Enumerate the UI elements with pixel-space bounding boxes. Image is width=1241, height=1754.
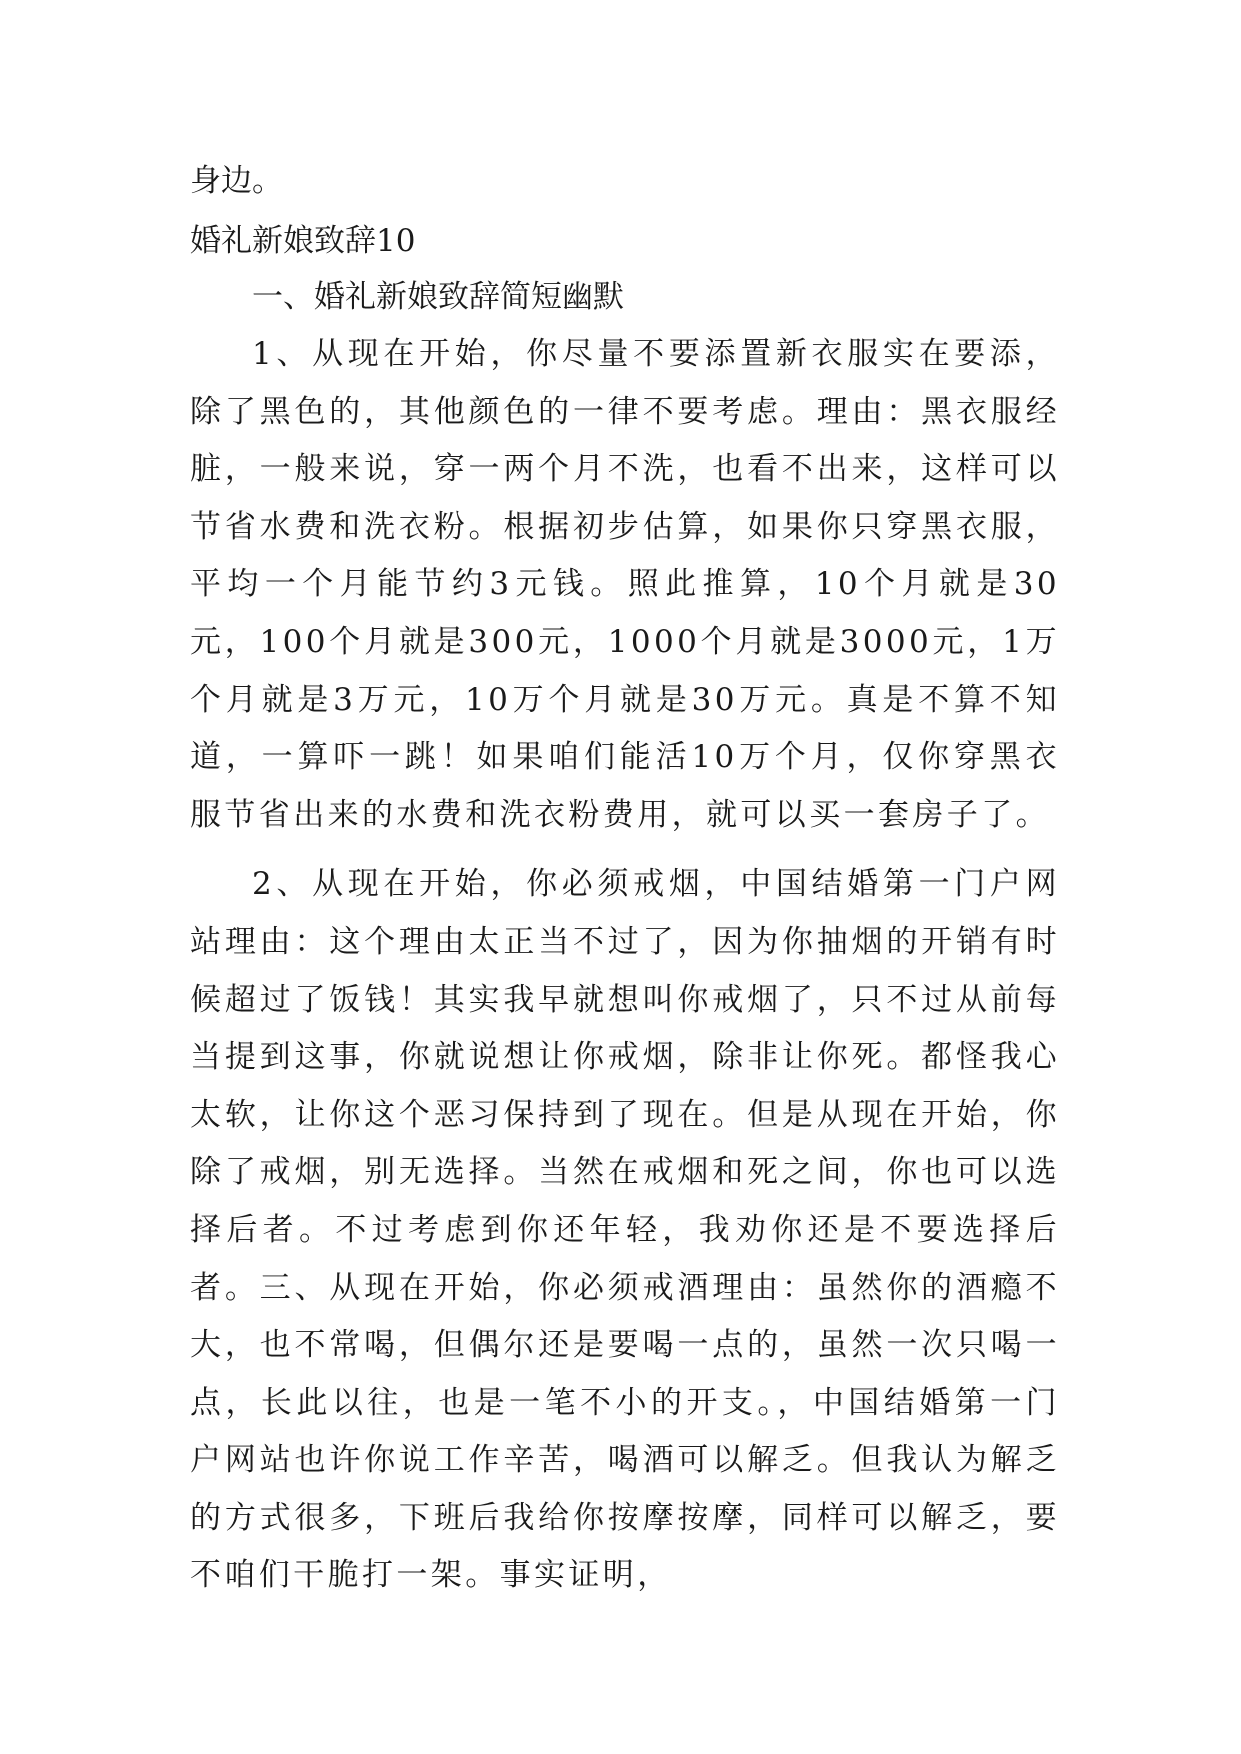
paragraph-2: 2、从现在开始，你必须戒烟，中国结婚第一门户网站理由：这个理由太正当不过了，因为你抽烟的开销有时候超过了饭钱！其实我早就想叫你戒烟了，只不过从前每当提到这事，你就说想让你戒烟，除非让你死。都怪我心太软，让你这个恶习保持到了现在。但是从现在开始，你除了戒烟，别无选择。当然在戒烟和死之间，你也可以选择后者。不过考虑到你还年轻，我劝你还是不要选择后者。三、从现在开始，你必须戒酒理由：虽然你的酒瘾不大，也不常喝，但偶尔还是要喝一点的，虽然一次只喝一点，长此以往，也是一笔不小的开支。，中国结婚第一门户网站也许你说工作辛苦，喝酒可以解乏。但我认为解乏的方式很多，下班后我给你按摩按摩，同样可以解乏，要不咱们干脆打一架。事实证明， [190,866,1060,1594]
continuation-text: 身边。 [190,163,283,199]
section-heading: 婚礼新娘致辞10 [190,223,416,259]
document-body [190,158,1060,1605]
section-subheading: 一、婚礼新娘致辞简短幽默 [252,279,624,315]
paragraph-1: 1、从现在开始，你尽量不要添置新衣服实在要添，除了黑色的，其他颜色的一律不要考虑。理由：黑衣服经脏，一般来说，穿一两个月不洗，也看不出来，这样可以节省水费和洗衣粉。根据初步估算，如果你只穿黑衣服，平均一个月能节约3元钱。照此推算，10个月就是30元，100个月就是300元，1000个月就是3000元，1万个月就是3万元，10万个月就是30万元。真是不算不知道，一算吓一跳！如果咱们能活10万个月，仅你穿黑衣服节省出来的水费和洗衣粉费用，就可以买一套房子了。 [190,336,1060,833]
